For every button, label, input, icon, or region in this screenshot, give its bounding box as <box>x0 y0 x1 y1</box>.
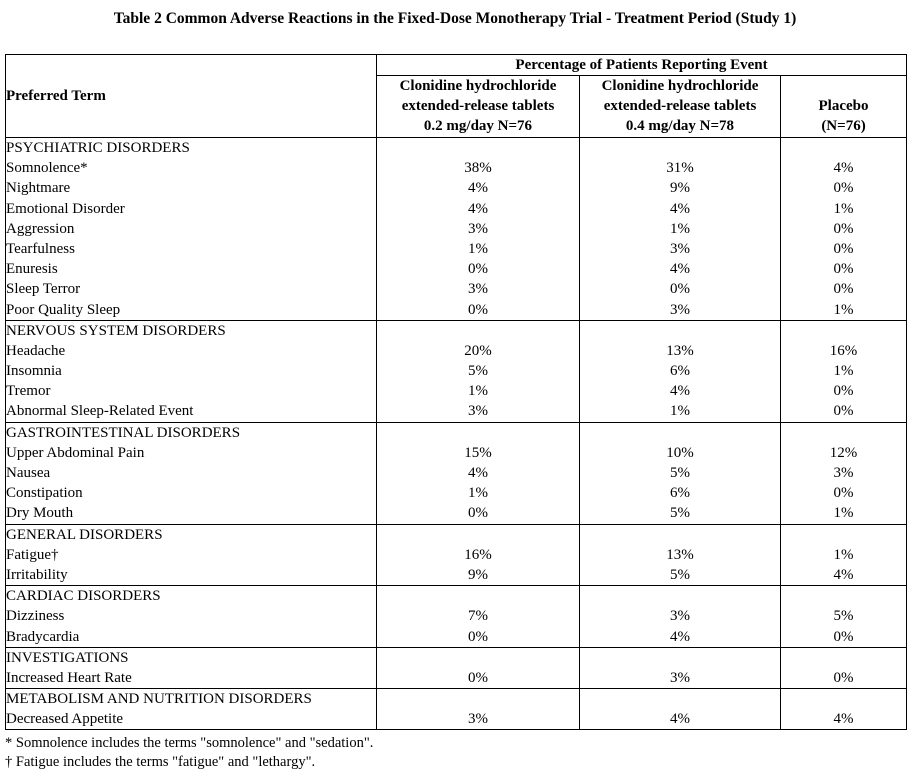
preferred-term: Fatigue† <box>6 546 59 563</box>
group-name: CARDIAC DISORDERS <box>6 588 161 605</box>
column-header-line: extended-release tablets <box>603 98 757 114</box>
preferred-term: Increased Heart Rate <box>6 669 132 686</box>
percentage-value: 1% <box>833 546 854 563</box>
percentage-value: 38% <box>464 160 492 177</box>
percentage-value: 0% <box>833 220 854 237</box>
percentage-value: 9% <box>670 180 690 197</box>
spacer <box>377 648 579 668</box>
percentage-value: 3% <box>468 711 488 728</box>
percentage-value: 20% <box>464 342 492 359</box>
table-title: Table 2 Common Adverse Reactions in the Fixed-Dose Monotherapy Trial - Treatment Period (Study 1) <box>113 10 797 27</box>
percentage-value: 4% <box>670 711 690 728</box>
percentage-value: 1% <box>670 220 690 237</box>
percentage-value: 3% <box>670 240 690 257</box>
percentage-value: 4% <box>670 383 690 400</box>
preferred-term-header: Preferred Term <box>6 55 377 138</box>
column-header-2 <box>580 76 781 138</box>
percentage-value: 6% <box>670 485 690 502</box>
spacer <box>580 138 780 158</box>
value-cell-col-3 <box>781 647 907 688</box>
group-row <box>6 647 907 688</box>
footnote-fatigue: † Fatigue includes the terms "fatigue" and "lethargy". <box>5 754 316 770</box>
percentage-value: 4% <box>468 200 488 217</box>
percentage-value: 0% <box>468 628 488 645</box>
percentage-value: 0% <box>468 261 488 278</box>
spacer <box>580 423 780 443</box>
value-cell-col-1 <box>377 689 580 730</box>
percentage-value: 3% <box>468 281 488 298</box>
value-cell-col-2 <box>580 524 781 586</box>
value-cell-col-3 <box>781 320 907 422</box>
spacer <box>377 138 579 158</box>
preferred-term: Aggression <box>6 220 75 237</box>
value-cell-col-2 <box>580 138 781 321</box>
percentage-value: 4% <box>833 160 854 177</box>
percentage-value: 6% <box>670 363 690 380</box>
group-name: PSYCHIATRIC DISORDERS <box>6 140 190 156</box>
preferred-term: Upper Abdominal Pain <box>6 444 145 461</box>
preferred-term: Nightmare <box>6 180 71 197</box>
preferred-term: Abnormal Sleep-Related Event <box>6 403 194 420</box>
spacer <box>580 321 780 341</box>
value-cell-col-1 <box>377 422 580 524</box>
percentage-value: 16% <box>829 342 858 359</box>
value-cell-col-2 <box>580 320 781 422</box>
spacer <box>580 586 780 606</box>
preferred-term: Headache <box>6 342 66 359</box>
column-header-line: 0.2 mg/day N=76 <box>423 118 533 134</box>
percentage-value: 31% <box>666 160 694 177</box>
preferred-term: Emotional Disorder <box>6 200 125 217</box>
group-row <box>6 689 907 730</box>
percentage-value: 0% <box>833 281 854 298</box>
percentage-value: 0% <box>833 485 854 502</box>
percentage-value: 13% <box>666 546 694 563</box>
percentage-value: 4% <box>670 200 690 217</box>
percentage-value: 0% <box>468 505 488 522</box>
group-row <box>6 586 907 648</box>
percentage-value: 0% <box>833 261 854 278</box>
value-cell-col-2 <box>580 422 781 524</box>
spacer <box>781 138 906 158</box>
percentage-value: 5% <box>833 608 854 625</box>
percentage-value: 0% <box>670 281 690 298</box>
group-name: INVESTIGATIONS <box>6 649 129 666</box>
spacer <box>377 586 579 606</box>
value-cell-col-3 <box>781 138 907 321</box>
percentage-value: 3% <box>670 669 690 686</box>
value-cell-col-2 <box>580 647 781 688</box>
percentage-value: 0% <box>833 628 854 645</box>
percentage-value: 1% <box>468 240 488 257</box>
value-cell-col-1 <box>377 320 580 422</box>
spacer <box>580 648 780 668</box>
percentage-value: 0% <box>468 669 488 686</box>
group-terms-cell <box>6 586 377 648</box>
value-cell-col-3 <box>781 524 907 586</box>
group-row <box>6 320 907 422</box>
preferred-term: Bradycardia <box>6 628 80 645</box>
preferred-term: Dizziness <box>6 608 65 625</box>
preferred-term: Dry Mouth <box>6 505 74 522</box>
column-header-line: Clonidine hydrochloride <box>601 78 759 94</box>
preferred-term: Tremor <box>6 383 51 400</box>
spacer <box>781 648 906 668</box>
percentage-value: 1% <box>833 200 854 217</box>
spacer <box>377 423 579 443</box>
percentage-value: 4% <box>468 180 488 197</box>
percentage-value: 5% <box>468 363 488 380</box>
value-cell-col-1 <box>377 138 580 321</box>
percentage-value: 3% <box>833 465 854 481</box>
group-terms-cell <box>6 138 377 321</box>
group-terms-cell <box>6 689 377 730</box>
preferred-term: Poor Quality Sleep <box>6 301 121 318</box>
percentage-span-header: Percentage of Patients Reporting Event <box>377 55 907 76</box>
percentage-value: 1% <box>468 485 488 502</box>
value-cell-col-1 <box>377 586 580 648</box>
percentage-value: 4% <box>468 465 488 481</box>
group-name: GASTROINTESTINAL DISORDERS <box>6 424 241 441</box>
group-name: GENERAL DISORDERS <box>6 526 163 543</box>
column-header-1 <box>377 76 580 138</box>
percentage-value: 7% <box>468 608 488 625</box>
column-header-line <box>781 76 906 96</box>
adverse-reactions-table <box>5 54 907 730</box>
column-header-line: (N=76) <box>821 118 866 134</box>
percentage-value: 1% <box>833 301 854 318</box>
group-terms-cell <box>6 422 377 524</box>
spacer <box>781 525 906 545</box>
group-terms-cell <box>6 524 377 586</box>
footnote-somnolence: * Somnolence includes the terms "somnolence" and "sedation". <box>5 735 374 751</box>
spacer <box>781 689 906 709</box>
spacer <box>580 525 780 545</box>
value-cell-col-2 <box>580 689 781 730</box>
percentage-value: 13% <box>666 342 694 359</box>
percentage-value: 0% <box>833 403 854 420</box>
spacer <box>377 321 579 341</box>
percentage-value: 1% <box>833 363 854 380</box>
percentage-value: 10% <box>666 444 694 461</box>
column-header-line: extended-release tablets <box>401 98 555 114</box>
percentage-value: 4% <box>670 261 690 278</box>
group-row <box>6 422 907 524</box>
spacer <box>781 321 906 341</box>
percentage-value: 0% <box>468 301 488 318</box>
percentage-value: 0% <box>833 669 854 686</box>
group-name: METABOLISM AND NUTRITION DISORDERS <box>6 691 312 708</box>
percentage-value: 1% <box>468 383 488 400</box>
percentage-value: 16% <box>464 546 492 563</box>
group-terms-cell <box>6 647 377 688</box>
group-terms-cell <box>6 320 377 422</box>
spacer <box>377 525 579 545</box>
column-header-line: Placebo <box>818 98 869 114</box>
percentage-value: 4% <box>833 566 854 583</box>
value-cell-col-3 <box>781 422 907 524</box>
percentage-value: 15% <box>464 444 492 461</box>
percentage-value: 9% <box>468 566 488 583</box>
percentage-value: 4% <box>670 628 690 645</box>
group-row <box>6 524 907 586</box>
column-header-line: Clonidine hydrochloride <box>399 78 557 94</box>
percentage-value: 12% <box>829 444 858 461</box>
preferred-term: Tearfulness <box>6 240 75 257</box>
value-cell-col-1 <box>377 647 580 688</box>
percentage-value: 0% <box>833 383 854 400</box>
group-name: NERVOUS SYSTEM DISORDERS <box>6 322 226 339</box>
percentage-value: 3% <box>670 301 690 318</box>
column-header-line: 0.4 mg/day N=78 <box>625 118 735 134</box>
preferred-term: Sleep Terror <box>6 281 81 298</box>
percentage-value: 0% <box>833 240 854 257</box>
percentage-value: 5% <box>670 465 690 481</box>
value-cell-col-1 <box>377 524 580 586</box>
preferred-term: Nausea <box>6 465 51 481</box>
spacer <box>781 586 906 606</box>
percentage-value: 3% <box>670 608 690 625</box>
preferred-term: Enuresis <box>6 261 58 278</box>
spacer <box>580 689 780 709</box>
preferred-term: Constipation <box>6 485 83 502</box>
percentage-value: 1% <box>670 403 690 420</box>
percentage-value: 4% <box>833 711 854 728</box>
percentage-value: 3% <box>468 220 488 237</box>
value-cell-col-3 <box>781 586 907 648</box>
percentage-value: 0% <box>833 180 854 197</box>
preferred-term: Decreased Appetite <box>6 711 124 728</box>
value-cell-col-2 <box>580 586 781 648</box>
preferred-term: Somnolence* <box>6 160 88 177</box>
group-row <box>6 138 907 321</box>
value-cell-col-3 <box>781 689 907 730</box>
percentage-value: 5% <box>670 566 690 583</box>
percentage-value: 5% <box>670 505 690 522</box>
preferred-term: Insomnia <box>6 363 62 380</box>
spacer <box>781 423 906 443</box>
spacer <box>377 689 579 709</box>
percentage-value: 3% <box>468 403 488 420</box>
column-header-3 <box>781 76 907 138</box>
preferred-term: Irritability <box>6 566 68 583</box>
percentage-value: 1% <box>833 505 854 522</box>
